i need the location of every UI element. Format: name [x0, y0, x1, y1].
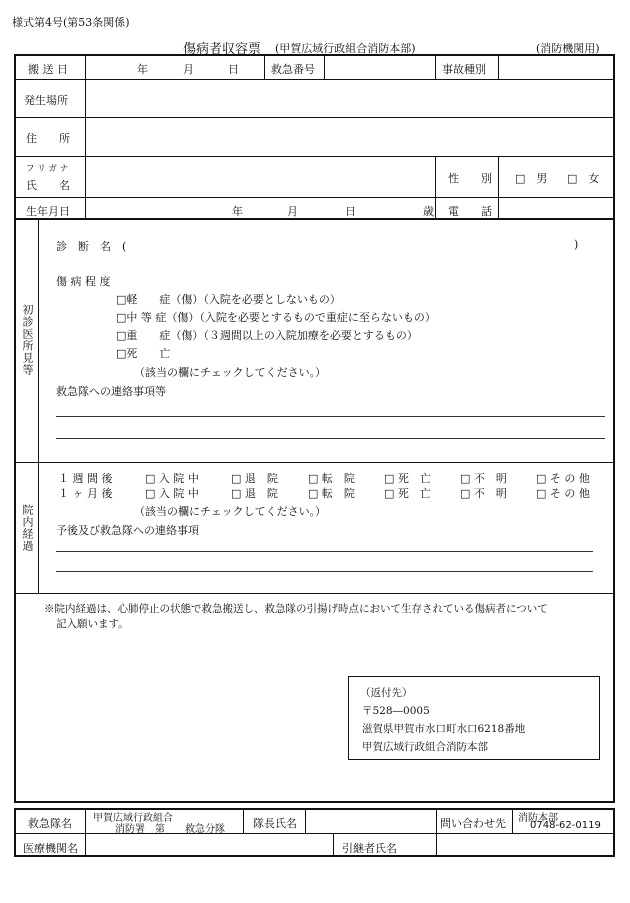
return-to-address: 滋賀県甲賀市水口町水口6218番地: [362, 723, 526, 735]
rescue-number-label: 救急番号: [271, 63, 315, 76]
diagnosis-label: 診 断 名 (: [56, 240, 127, 253]
issuer: (甲賀広域行政組合消防本部): [275, 42, 416, 55]
one-month-unknown[interactable]: □ 不 明: [460, 487, 507, 500]
female-checkbox[interactable]: □ 女: [567, 172, 600, 185]
one-week-label: １ 週 間 後: [58, 472, 113, 485]
captain-label: 隊長氏名: [253, 817, 297, 830]
diagnosis-close: ): [574, 238, 579, 251]
severity-mild-checkbox[interactable]: □軽 症（傷）（入院を必要としないもの）: [116, 293, 341, 306]
captain-field[interactable]: [306, 810, 435, 832]
receiver-field[interactable]: [437, 834, 613, 855]
one-week-transferred[interactable]: □ 転 院: [308, 472, 355, 485]
one-month-label: １ ヶ 月 後: [58, 487, 113, 500]
hospital-name-field[interactable]: [86, 834, 332, 855]
inquiry-phone: 0748-62-0119: [530, 820, 601, 831]
phone-field[interactable]: [499, 198, 613, 218]
rescue-number-field[interactable]: [325, 56, 434, 78]
inquiry-label: 問い合わせ先: [440, 817, 506, 830]
one-week-other[interactable]: □ そ の 他: [536, 472, 590, 485]
severity-label: 傷 病 程 度: [56, 275, 111, 288]
one-month-discharged[interactable]: □ 退 院: [231, 487, 278, 500]
male-checkbox[interactable]: □ 男: [515, 172, 548, 185]
date-year-unit: 年: [137, 63, 148, 76]
birth-label: 生年月日: [26, 205, 70, 218]
form-number: 様式第4号(第53条関係): [12, 16, 130, 29]
date-day-unit: 日: [228, 63, 239, 76]
form-title: 傷病者収容票: [183, 42, 262, 57]
use-note: (消防機関用): [536, 42, 600, 55]
sex-label: 性 別: [448, 172, 492, 185]
inquiry-org: 消防本部: [518, 813, 558, 824]
team-line-2: 消防署 第 救急分隊: [115, 824, 225, 835]
note-line-2: 記入願います。: [56, 618, 129, 630]
return-to-postal: 〒528―0005: [362, 705, 430, 717]
initial-side-label: 初診医所見等: [21, 304, 34, 376]
return-to-org: 甲賀広域行政組合消防本部: [362, 741, 488, 753]
one-month-inpatient[interactable]: □ 入 院 中: [145, 487, 199, 500]
hospital-name-label: 医療機関名: [23, 842, 78, 855]
age-unit: 歳: [423, 205, 434, 218]
initial-check-note: （該当の欄にチェックしてください。）: [134, 366, 327, 379]
name-label: 氏 名: [26, 179, 70, 192]
one-month-transferred[interactable]: □ 転 院: [308, 487, 355, 500]
address-label: 住 所: [26, 132, 70, 145]
transport-date-label: 搬 送 日: [28, 63, 68, 76]
return-to-title: （返付先）: [360, 687, 413, 699]
place-field[interactable]: [86, 80, 613, 116]
hospital-contact-field[interactable]: [56, 538, 593, 574]
receiver-label: 引継者氏名: [342, 842, 397, 855]
date-month-unit: 月: [183, 63, 194, 76]
one-week-deceased[interactable]: □ 死 亡: [384, 472, 431, 485]
initial-contact-field[interactable]: [56, 398, 605, 440]
furigana-label: フ リ ガ ナ: [26, 164, 69, 174]
one-week-unknown[interactable]: □ 不 明: [460, 472, 507, 485]
hospital-contact-label: 予後及び救急隊への連絡事項: [56, 524, 199, 537]
phone-label: 電 話: [448, 205, 492, 218]
name-field[interactable]: [86, 157, 434, 196]
diagnosis-field[interactable]: [140, 234, 570, 252]
place-label: 発生場所: [24, 94, 68, 107]
team-label: 救急隊名: [28, 817, 72, 830]
accident-type-label: 事故種別: [442, 63, 486, 76]
birth-month-unit: 月: [287, 205, 298, 218]
initial-contact-label: 救急隊への連絡事項等: [56, 385, 166, 398]
address-field[interactable]: [86, 118, 613, 155]
one-week-inpatient[interactable]: □ 入 院 中: [145, 472, 199, 485]
birth-day-unit: 日: [345, 205, 356, 218]
hospital-check-note: （該当の欄にチェックしてください。）: [134, 505, 327, 518]
hospital-side-label: 院内経過: [21, 504, 34, 552]
severity-moderate-checkbox[interactable]: □中 等 症（傷）（入院を必要とするもので重症に至らないもの）: [116, 311, 436, 324]
birth-year-unit: 年: [232, 205, 243, 218]
one-month-deceased[interactable]: □ 死 亡: [384, 487, 431, 500]
note-line-1: ※院内経過は、心肺停止の状態で救急搬送し、救急隊の引揚げ時点において生存されている傷病者について: [44, 603, 548, 615]
team-line-1: 甲賀広域行政組合: [93, 813, 173, 824]
accident-type-field[interactable]: [499, 56, 613, 78]
severity-severe-checkbox[interactable]: □重 症（傷）（３週間以上の入院加療を必要とするもの）: [116, 329, 418, 342]
severity-death-checkbox[interactable]: □死 亡: [116, 347, 171, 360]
one-month-other[interactable]: □ そ の 他: [536, 487, 590, 500]
one-week-discharged[interactable]: □ 退 院: [231, 472, 278, 485]
